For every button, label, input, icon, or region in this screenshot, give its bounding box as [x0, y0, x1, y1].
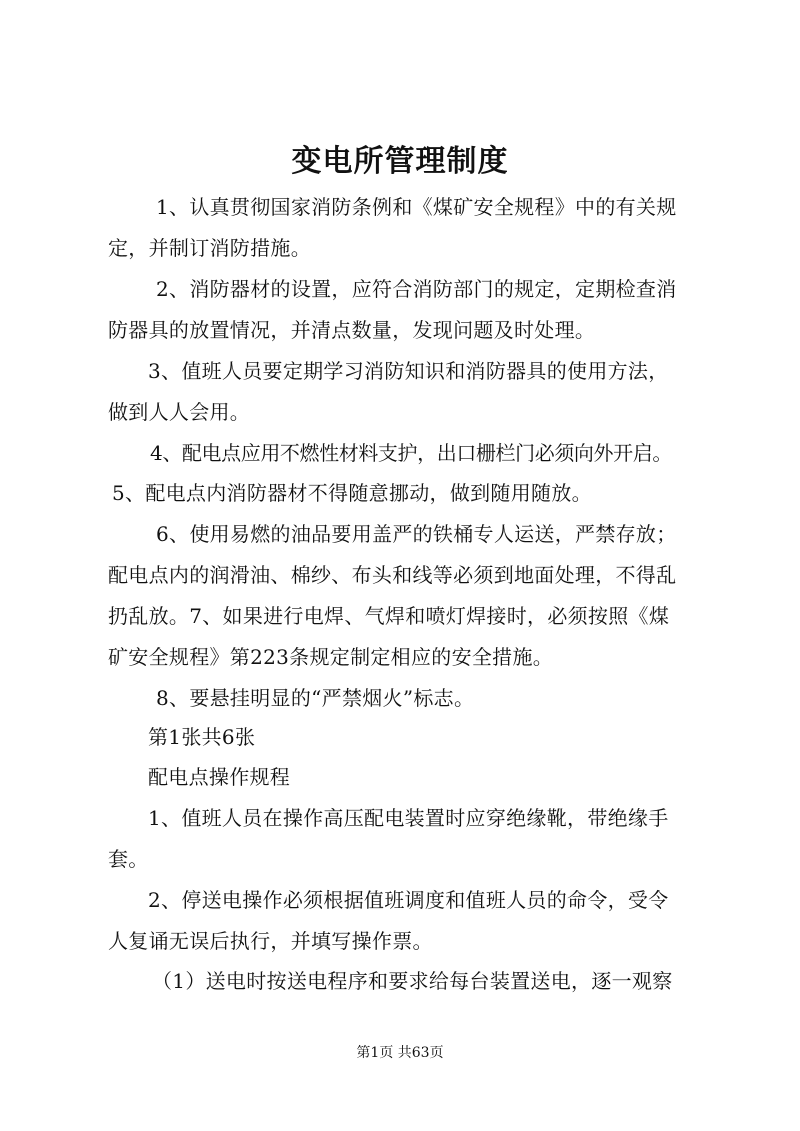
paragraph-line: （1）送电时按送电程序和要求给每台装置送电，逐一观察 — [152, 969, 673, 993]
paragraph-line: 做到人人会用。 — [108, 400, 251, 424]
section-heading: 配电点操作规程 — [148, 765, 291, 789]
paragraph-line: 6、使用易燃的油品要用盖严的铁桶专人运送，严禁存放； — [156, 522, 677, 546]
paragraph-line: 人复诵无误后执行，并填写操作票。 — [108, 929, 433, 953]
paragraph-line: 配电点内的润滑油、棉纱、布头和线等必须到地面处理，不得乱 — [108, 563, 677, 587]
paragraph-line: 8、要悬挂明显的“严禁烟火”标志。 — [156, 686, 475, 710]
paragraph-line: 2、停送电操作必须根据值班调度和值班人员的命令，受令 — [148, 888, 669, 912]
paragraph-line: 1、认真贯彻国家消防条例和《煤矿安全规程》中的有关规 — [156, 195, 677, 219]
paragraph-line: 5、配电点内消防器材不得随意挪动，做到随用随放。 — [112, 481, 592, 505]
paragraph-line: 1、值班人员在操作高压配电装置时应穿绝缘靴，带绝缘手 — [148, 806, 669, 830]
paragraph-line: 套。 — [108, 847, 149, 871]
paragraph-line: 3、值班人员要定期学习消防知识和消防器具的使用方法， — [148, 359, 669, 383]
paragraph-line: 2、消防器材的设置，应符合消防部门的规定，定期检查消 — [156, 277, 677, 301]
page-footer: 第1页 共63页 — [356, 1045, 444, 1061]
paragraph-line: 扔乱放。7、如果进行电焊、气焊和喷灯焊接时，必须按照《煤 — [108, 604, 670, 628]
paragraph-line: 防器具的放置情况，并清点数量，发现问题及时处理。 — [108, 318, 596, 342]
document-title: 变电所管理制度 — [291, 144, 509, 179]
paragraph-line: 4、配电点应用不燃性材料支护，出口栅栏门必须向外开启。 — [150, 441, 672, 465]
paragraph-line: 定，并制订消防措施。 — [108, 236, 311, 260]
page-count-line: 第1张共6张 — [148, 725, 256, 749]
paragraph-line: 矿安全规程》第223条规定制定相应的安全措施。 — [108, 645, 554, 669]
